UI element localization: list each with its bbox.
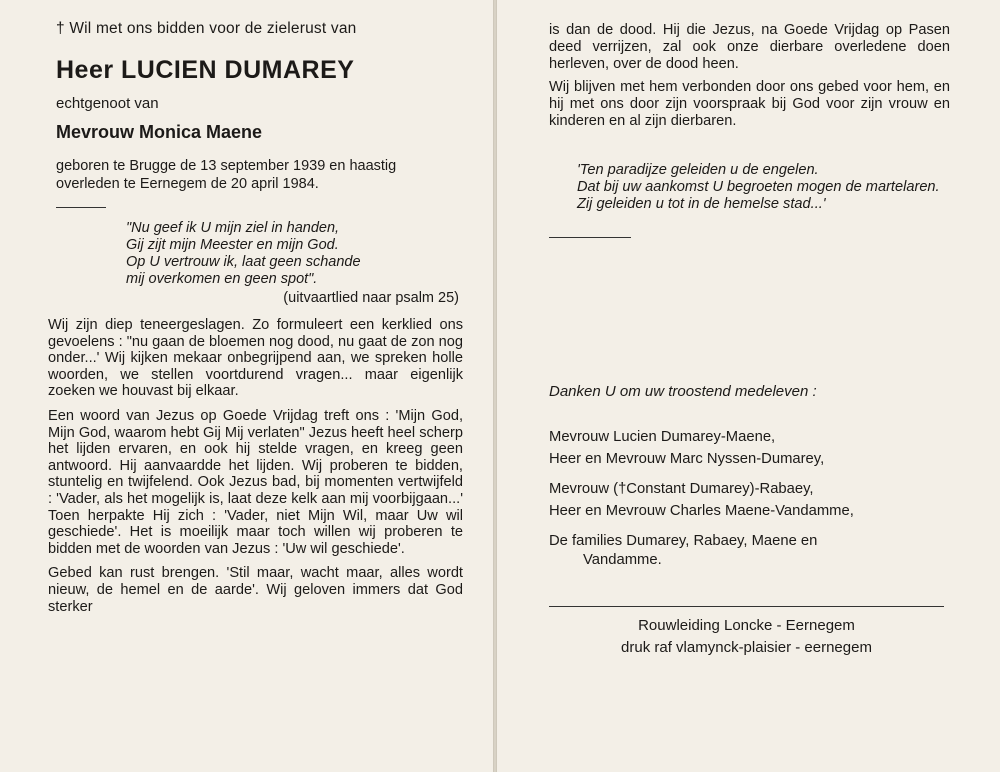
psalm-quote xyxy=(126,220,463,307)
footer xyxy=(549,615,944,659)
body-paragraph: Wij blijven met hem verbonden door ons gebed voor hem, en hij met ons door zijn voorspraak bij God voor zijn vrouw en kinderen en al zijn dierbaren. xyxy=(549,79,950,129)
right-page xyxy=(497,0,1000,772)
quote-line: 'Ten paradijze geleiden u de engelen. xyxy=(577,162,819,178)
family-entry: Vandamme. xyxy=(583,552,662,568)
quote-line: Dat bij uw aankomst U begroeten mogen de martelaren. xyxy=(577,179,940,195)
birth-death-details: geboren te Brugge de 13 september 1939 en haastig overleden te Eernegem de 20 april 1984. xyxy=(56,158,397,192)
psalm-line: "Nu geef ik U mijn ziel in handen, xyxy=(126,220,340,236)
deceased-name: Heer LUCIEN DUMAREY xyxy=(56,56,355,84)
divider xyxy=(549,237,631,238)
body-paragraph: Wij zijn diep teneergeslagen. Zo formuleert een kerklied ons gevoelens : "nu gaan de bloemen nog dood, nu gaat de zon nog onder...' Wij kijken mekaar onbegrijpend aan, we spreken holle woorden, we stellen voortdurend vragen... maar eigenlijk zoeken we houvast bij elkaar. xyxy=(48,317,463,400)
intro-line: † Wil met ons bidden voor de zielerust van xyxy=(56,20,357,37)
family-entry: Mevrouw (†Constant Dumarey)-Rabaey, xyxy=(549,481,814,497)
body-paragraph: Een woord van Jezus op Goede Vrijdag treft ons : 'Mijn God, Mijn God, waarom hebt Gij Mij verlaten" Jezus heeft heel scherp het lijden ervaren, en ook hij stelde vragen, en kreeg geen antwoord. Hij aanvaardde het lijden. Wij proberen te bidden, stuntelig en twijfelend. Ook Jezus bad, bij momenten vertwijfeld : 'Vader, als het mogelijk is, laat deze kelk aan mij voorbijgaan...' Toen herpakte Hij zich : 'Vader, niet Mijn Wil, maar Uw wil geschiede'. Het is moeilijk maar toch willen wij proberen te bidden met de woorden van Jezus : 'Uw wil geschiede'. xyxy=(48,407,463,557)
psalm-line: Op U vertrouw ik, laat geen schande xyxy=(126,254,361,270)
spouse-name: Mevrouw Monica Maene xyxy=(56,122,263,142)
family-list xyxy=(549,426,950,568)
spouse-label: echtgenoot van xyxy=(56,95,159,112)
funeral-director: Rouwleiding Loncke - Eernegem xyxy=(638,617,855,634)
family-entry: Heer en Mevrouw Marc Nyssen-Dumarey, xyxy=(549,451,825,467)
family-entry: Mevrouw Lucien Dumarey-Maene, xyxy=(549,429,776,445)
thanks-line: Danken U om uw troostend medeleven : xyxy=(549,383,817,400)
body-paragraph: Gebed kan rust brengen. 'Stil maar, wacht maar, alles wordt nieuw, de hemel en de aarde'. Wij geloven immers dat God sterker xyxy=(48,565,463,615)
footer-divider xyxy=(549,606,944,607)
psalm-line: mij overkomen en geen spot". xyxy=(126,271,318,287)
printer-credit: druk raf vlamynck-plaisier - eernegem xyxy=(621,639,872,656)
psalm-line: Gij zijt mijn Meester en mijn God. xyxy=(126,237,339,253)
psalm-source: (uitvaartlied naar psalm 25) xyxy=(283,290,459,306)
family-entry: De families Dumarey, Rabaey, Maene en xyxy=(549,533,818,549)
body-paragraph: is dan de dood. Hij die Jezus, na Goede Vrijdag op Pasen deed verrijzen, zal ook onze dierbare overledene doen herleven, over de dood heen. xyxy=(549,22,950,72)
divider xyxy=(56,207,106,208)
quote-line: Zij geleiden u tot in de hemelse stad...' xyxy=(577,196,826,212)
family-entry: Heer en Mevrouw Charles Maene-Vandamme, xyxy=(549,503,854,519)
prayer-quote xyxy=(577,162,950,213)
left-page xyxy=(0,0,493,772)
